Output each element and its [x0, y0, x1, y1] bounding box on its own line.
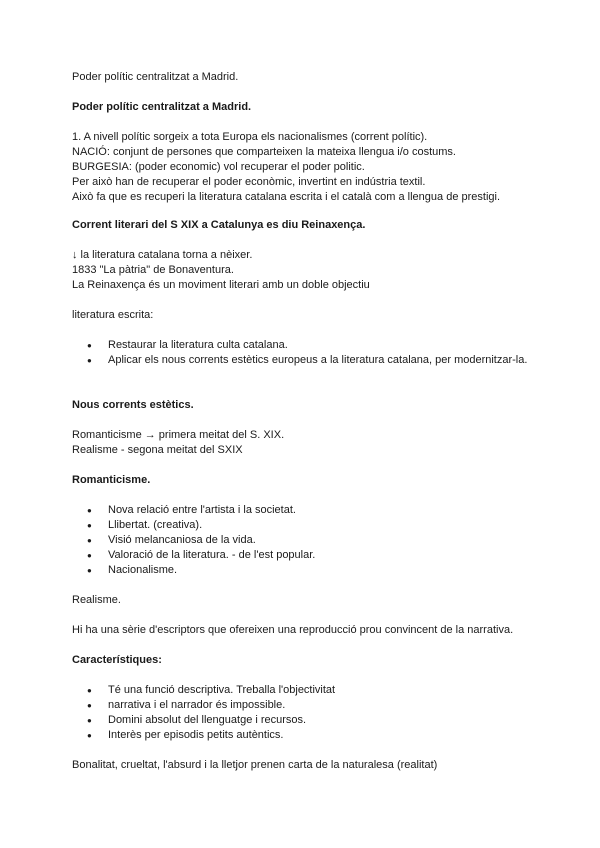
text-line: ↓ la literatura catalana torna a nèixer.	[72, 249, 253, 261]
text-line: Hi ha una sèrie d'escriptors que ofereixen una reproducció prou convincent de la narrativa.	[72, 624, 514, 636]
list-item: ● Té una funció descriptiva. Treballa l'objectivitat	[87, 683, 542, 698]
list-item: ● Nova relació entre l'artista i la societat.	[87, 503, 542, 518]
section-heading: Nous corrents estètics.	[72, 399, 194, 411]
text-line: La Reinaxença és un moviment literari amb un doble objectiu	[72, 279, 370, 291]
list-item: ● Visió melancaniosa de la vida.	[87, 533, 542, 548]
text-line: 1833 "La pàtria" de Bonaventura.	[72, 264, 234, 276]
intro-line: Per això han de recuperar el poder econòmic, invertint en indústria textil.	[72, 176, 426, 188]
bullet-list	[72, 683, 542, 743]
list-item: ● Llibertat. (creativa).	[87, 518, 542, 533]
document-body	[72, 70, 542, 773]
bullet-list	[72, 338, 542, 368]
list-item: ● Nacionalisme.	[87, 563, 542, 578]
text-line: literatura escrita:	[72, 309, 154, 321]
title-bold: Poder polític centralitzat a Madrid.	[72, 101, 252, 113]
list-item: ● Domini absolut del llenguatge i recursos.	[87, 713, 542, 728]
list-item: ● Interès per episodis petits autèntics.	[87, 728, 542, 743]
text-line: Bonalitat, crueltat, l'absurd i la lletjor prenen carta de la naturalesa (realitat)	[72, 759, 438, 771]
intro-line: Això fa que es recuperi la literatura catalana escrita i el català com a llengua de prestigi.	[72, 191, 501, 203]
bullet-list	[72, 503, 542, 578]
list-item: ● Restaurar la literatura culta catalana.	[87, 338, 542, 353]
section-heading: Romanticisme.	[72, 474, 151, 486]
intro-line: 1. A nivell polític sorgeix a tota Europa els nacionalismes (corrent polític).	[72, 131, 428, 143]
section-heading: Característiques:	[72, 654, 162, 666]
text-line: Realisme - segona meitat del SXIX	[72, 444, 243, 456]
title-plain: Poder polític centralitzat a Madrid.	[72, 71, 239, 83]
list-item: ● Aplicar els nous corrents estètics europeus a la literatura catalana, per modernitzar-la.	[87, 353, 542, 368]
intro-line: NACIÓ: conjunt de persones que comparteixen la mateixa llengua i/o costums.	[72, 146, 456, 158]
list-item: ● Valoració de la literatura. - de l'est popular.	[87, 548, 542, 563]
section-heading: Realisme.	[72, 594, 121, 606]
section-heading: Corrent literari del S XIX a Catalunya es diu Reinaxença.	[72, 219, 366, 231]
text-line: Romanticisme → primera meitat del S. XIX.	[72, 429, 285, 441]
intro-line: BURGESIA: (poder economic) vol recuperar el poder politic.	[72, 161, 365, 173]
list-item: ● narrativa i el narrador és impossible.	[87, 698, 542, 713]
